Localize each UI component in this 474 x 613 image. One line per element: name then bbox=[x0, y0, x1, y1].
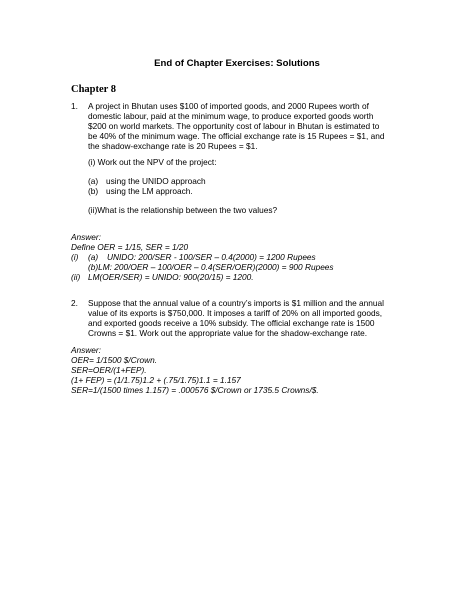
question-1-text bbox=[88, 101, 385, 151]
answer-1-row-3-text: LM(OER/SER) = UNIDO: 900(20/15) = 1200. bbox=[88, 272, 254, 282]
answer-2-line: (1+ FEP) = (1/1.75)1.2 + (.75/1.75)1.1 = 1.157 bbox=[71, 375, 241, 385]
question-2-line: and exported goods receive a 10% subsidy. The official exchange rate is 1500 bbox=[88, 318, 375, 328]
question-1-line: domestic labour, paid at the minimum wage, to produce exported goods worth bbox=[88, 111, 374, 121]
question-2-number: 2. bbox=[71, 298, 78, 308]
answer-1-row-1-sublabel: (a) bbox=[88, 252, 99, 262]
page-title: End of Chapter Exercises: Solutions bbox=[154, 58, 320, 69]
answer-1-row-3 bbox=[71, 272, 371, 282]
answer-1-row-3-label: (ii) bbox=[71, 272, 81, 282]
question-1-line: the shadow-exchange rate is 20 Rupees = $1. bbox=[88, 141, 258, 151]
question-1-number: 1. bbox=[71, 101, 78, 111]
question-2-line: Crowns = $1. Work out the appropriate value for the shadow-exchange rate. bbox=[88, 328, 368, 338]
answer-1-row-1-label: (i) bbox=[71, 252, 79, 262]
option-b-text: using the LM approach. bbox=[106, 186, 193, 196]
question-2-text bbox=[88, 298, 384, 338]
chapter-heading: Chapter 8 bbox=[71, 84, 117, 95]
answer-1-row-1-text: UNIDO: 200/SER - 100/SER – 0.4(2000) = 1200 Rupees bbox=[107, 252, 316, 262]
question-1-line: A project in Bhutan uses $100 of imported goods, and 2000 Rupees worth of bbox=[88, 101, 369, 111]
question-1-part-ii: (ii)What is the relationship between the two values? bbox=[88, 205, 278, 215]
option-a-label: (a) bbox=[88, 176, 99, 186]
question-1-line: be 40% of the minimum wage. The official exchange rate is 15 Rupees = $1, and bbox=[88, 131, 385, 141]
question-2-line: value of its exports is $750,000. It imposes a tariff of 20% on all imported goods, bbox=[88, 308, 383, 318]
answer-2 bbox=[71, 345, 319, 395]
option-b-label: (b) bbox=[88, 186, 99, 196]
answer-1-row-2: (b)LM: 200/OER – 100/OER – 0.4(SER/OER)(2000) = 900 Rupees bbox=[88, 262, 334, 272]
question-1-line: $200 on world markets. The opportunity cost of labour in Bhutan is estimated to bbox=[88, 121, 380, 131]
option-a-text: using the UNIDO approach bbox=[106, 176, 206, 186]
answer-2-line: OER= 1/1500 $/Crown. bbox=[71, 355, 158, 365]
answer-2-line: SER=OER/(1+FEP). bbox=[71, 365, 147, 375]
answer-1-define: Define OER = 1/15, SER = 1/20 bbox=[71, 242, 189, 252]
question-2-line: Suppose that the annual value of a country’s imports is $1 million and the annual bbox=[88, 298, 384, 308]
question-1-part-i: (i) Work out the NPV of the project: bbox=[88, 157, 217, 167]
answer-1-heading: Answer: bbox=[71, 232, 101, 242]
answer-2-line: SER=1/(1500 times 1.157) = .000576 $/Crown or 1735.5 Crowns/$. bbox=[71, 385, 319, 395]
answer-2-heading: Answer: bbox=[71, 345, 101, 355]
answer-1-row-1 bbox=[71, 252, 371, 262]
